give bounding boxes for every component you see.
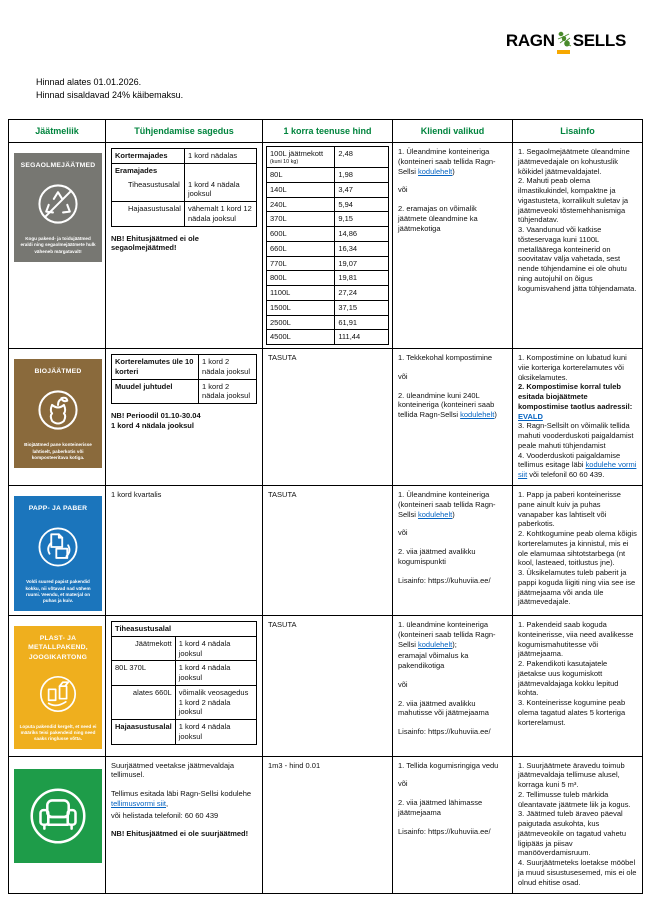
frequency-table — [111, 354, 257, 404]
client-option-1: 1. Üleandmine konteineriga (konteineri saab tellida Ragn-Sellsi kodulehelt) — [398, 147, 496, 176]
winter-period-note: NB! Perioodil 01.10-30.04 1 kord 4 nädala jooksul — [111, 411, 201, 430]
price-free: TASUTA — [263, 486, 393, 616]
freq-label: Eramajades — [112, 163, 185, 177]
info-item: 4. Suurjäätmeteks loetakse mööbel ja muud sisustusesemed, mis ei ole olnud ehitise osad. — [518, 858, 637, 887]
packaging-icon — [33, 669, 83, 719]
container-size: 240L — [270, 199, 287, 209]
card-title: PLAST- JA METALLPAKEND, JOOGIKARTONG — [28, 635, 88, 661]
size-note: (kuni 10 kg) — [270, 158, 299, 165]
freq-label: 80L 370L — [112, 661, 176, 686]
freq-label: Hajaasustusalal — [112, 202, 185, 227]
price-value: 5,94 — [335, 197, 389, 212]
info-item: 2. Mahuti peab olema ilmastikukindel, kompaktne ja vigastusteta, korralikult suletav ja jäätmeveoki tõstemehhanismiga tühjendatav. — [518, 176, 629, 225]
freq-label: Tiheasustusalal — [112, 178, 185, 202]
info-item: 3. Jäätmed tuleb äraveo päeval paigutada asukohta, kus jäätmeveokile on tagatud vahetu ligipääs ja piisav manööverdamisruum. — [518, 809, 626, 858]
col-header-price: 1 korra teenuse hind — [263, 120, 393, 143]
row-mixed-waste — [9, 143, 643, 349]
card-note: Biojäätmed pane konteinerisse lahtiselt, paberkotis või komposteeritava kotiga. — [24, 442, 92, 460]
freq-label: Korterelamutes üle 10 korteri — [112, 355, 199, 380]
bio-waste-card — [14, 359, 102, 468]
info-item: 3. Konteinerisse kogumine peab olema tagatud alates 5 korteriga korterelamust. — [518, 698, 626, 727]
info-item: 1. Segaolmejäätmete üleandmine jäätmevedajale on kohustuslik kõikidel jäätmevaldajatel. — [518, 147, 630, 176]
container-size: 4500L — [270, 332, 291, 342]
bulky-freq-line1: Suurjäätmed veetakse jäätmevaldaja tellimusel. — [111, 760, 234, 780]
price-value: 1,98 — [335, 168, 389, 183]
container-size: 600L — [270, 229, 287, 239]
container-size: 140L — [270, 184, 287, 194]
price-sheet-table — [8, 119, 643, 894]
info-item: 1. Suurjäätmete äravedu toimub jäätmevaldaja tellimuse alusel, korraga kuni 5 m³. — [518, 760, 625, 790]
info-item: 2. Tellimusse tuleb märkida üleantavate jäätmete liik ja kogus. — [518, 789, 631, 809]
price-value: 61,91 — [335, 315, 389, 330]
info-item-composting: 2. Kompostimise korral tuleb esitada biojäätmete kompostimise taotlus aadressil: EVALD — [518, 382, 633, 421]
info-item: 2. Kohtkogumine peab olema kõigis korterelamutes ja kinnistul, mis ei ole elamumaa sihtotstarbega (nt kool, lasteaed, toitlustus jne). — [518, 529, 637, 568]
container-size: 800L — [270, 273, 287, 283]
row-bio-waste — [9, 349, 643, 486]
bulky-waste-card — [14, 769, 102, 863]
info-item: 1. Pakendeid saab koguda konteinerisse, viia need avalikesse kogumismahutitesse või jäätmejaama. — [518, 620, 634, 659]
kuhuviia-note: Lisainfo: https://kuhuviia.ee/ — [398, 575, 491, 585]
website-link[interactable]: kodulehelt — [418, 509, 453, 519]
bulky-price: 1m3 - hind 0.01 — [263, 756, 393, 893]
client-option-1: 1. üleandmine konteineriga (konteineri saab tellida Ragn-Sellsi kodulehelt); — [398, 620, 496, 649]
card-title: PAPP- JA PABER — [28, 505, 88, 513]
info-item: 3. Üksikelamutes tuleb paberit ja pappi koguda liigiti ning viia see ise jäätmejaama või anda üle jäätmevedajale. — [518, 568, 636, 607]
freq-value: võimalik veosagedus 1 kord 2 nädala jooksul — [175, 685, 256, 719]
freq-label: Kortermajades — [112, 149, 185, 164]
mixed-waste-card — [14, 153, 102, 262]
ant-icon — [556, 30, 572, 52]
col-header-frequency: Tühjendamise sagedus — [106, 120, 263, 143]
freq-value: 1 kord 4 nädala jooksul — [184, 178, 256, 202]
row-bulky-waste — [9, 756, 643, 893]
logo-text-sells: SELLS — [572, 31, 626, 50]
price-row — [267, 271, 389, 286]
price-row — [267, 182, 389, 197]
info-item: 2. Pakendikoti kasutajatele jäetakse uus kogumiskott jäätmevaldajaga kokku lepitud kohta. — [518, 659, 619, 698]
card-note: Voldi suured papist pakendid kokku, nii võtavad nad vähem ruumi. Veendu, et materjal on puhas ja kuiv. — [25, 579, 91, 603]
container-size: 2500L — [270, 317, 291, 327]
price-free: TASUTA — [263, 349, 393, 486]
no-mixed-recycling-icon — [31, 177, 85, 231]
container-size: 770L — [270, 258, 287, 268]
kuhuviia-note: Lisainfo: https://kuhuviia.ee/ — [398, 727, 491, 737]
price-value: 16,34 — [335, 241, 389, 256]
freq-label: alates 660L — [112, 685, 176, 719]
card-title: SEGAOLMEJÄÄTMED — [20, 162, 96, 169]
order-form-link[interactable]: kodulehe vormi siit — [518, 460, 637, 480]
freq-value: 1 kord 4 nädala jooksul — [175, 720, 256, 745]
construction-waste-warning: NB! Ehitusjäätmed ei ole suurjäätmed! — [111, 829, 249, 839]
armchair-icon — [22, 780, 94, 852]
col-header-waste-type: Jäätmeliik — [9, 120, 106, 143]
price-row — [267, 330, 389, 345]
price-row — [267, 212, 389, 227]
container-size: 370L — [270, 214, 287, 224]
price-value: 37,15 — [335, 300, 389, 315]
price-free: TASUTA — [263, 616, 393, 757]
freq-value: 1 kord 2 nädala jooksul — [199, 355, 257, 380]
logo-text-ragn: RAGN — [505, 31, 555, 50]
price-row — [267, 147, 389, 168]
price-value: 3,47 — [335, 182, 389, 197]
website-link[interactable]: kodulehelt — [418, 639, 453, 649]
intro-notes — [36, 76, 183, 102]
row-packaging — [9, 616, 643, 757]
row-paper-cardboard — [9, 486, 643, 616]
vat-note: Hinnad sisaldavad 24% käibemaksu. — [36, 90, 184, 101]
website-link[interactable]: kodulehelt — [460, 410, 495, 420]
price-row — [267, 300, 389, 315]
kuhuviia-note: Lisainfo: https://kuhuviia.ee/ — [398, 826, 491, 836]
or-separator: või — [398, 528, 408, 538]
frequency-simple: 1 kord kvartalis — [106, 486, 263, 616]
price-value: 27,24 — [335, 286, 389, 301]
container-size: 100L jäätmekott — [270, 149, 324, 158]
or-separator: või — [398, 779, 408, 789]
client-option-2: 2. üleandmine kuni 240L konteineriga (konteineri saab tellida Ragn-Sellsi kodulehelt) — [398, 390, 497, 420]
price-row — [267, 286, 389, 301]
order-form-link[interactable]: tellimusvormi siit — [111, 798, 167, 808]
freq-value: 1 kord 4 nädala jooksul — [175, 661, 256, 686]
bulky-order-line: Tellimus esitada läbi Ragn-Sellsi kodulehe tellimusvormi siit, — [111, 789, 252, 808]
price-value: 19,81 — [335, 271, 389, 286]
price-row — [267, 168, 389, 183]
client-option-1: 1. Üleandmine konteineriga (konteineri saab tellida Ragn-Sellsi kodulehelt) — [398, 490, 496, 519]
paper-cardboard-card — [14, 496, 102, 611]
price-value: 9,15 — [335, 212, 389, 227]
freq-value: 1 kord 2 nädala jooksul — [199, 379, 257, 404]
client-option-1: 1. Tekkekohal kompostimine — [398, 353, 493, 363]
client-option-1: 1. Tellida kogumisringiga vedu — [398, 760, 499, 770]
client-option-1b: eramajal võimalus ka pakendikotiga — [398, 651, 469, 671]
info-item: 3. Vaandunud või katkise tõsteservaga kuni 1100L metalläärega konteinerid on soovitatav välja vahetada, sest nende tühjendamine ei ole ohutu ning autojuhil on õigus kogumisvahend jätta tühjendamata. — [518, 225, 637, 293]
card-note: Loputa pakendid kergelt, et need ei määriks teisi pakendeid ning need saaks ringlusse võtta. — [19, 723, 97, 742]
packaging-card — [14, 626, 102, 749]
freq-value: 1 kord 4 nädala jooksul — [175, 636, 256, 661]
price-value: 14,86 — [335, 227, 389, 242]
info-item: 1. Papp ja paberi konteinerisse pane ainult kuiv ja puhas vanapaber kas lahtiselt või paberkotis. — [518, 490, 621, 529]
website-link[interactable]: kodulehelt — [418, 166, 453, 176]
price-value: 2,48 — [335, 147, 389, 168]
container-size: 1100L — [270, 288, 291, 298]
or-separator: või — [398, 679, 408, 689]
info-item-liner-bag: 4. Vooderduskoti paigaldamise tellimus esitage läbi kodulehe vormi siit või telefonil 60 60 439. — [518, 450, 637, 480]
frequency-table — [111, 148, 257, 227]
price-list-table — [266, 146, 389, 345]
info-item: 1. Kompostimine on lubatud kuni viie korteriga korterelamutes või üksikelamutes. — [518, 353, 627, 382]
client-option-2: 2. viia jäätmed avalikku kogumispunkti — [398, 547, 476, 566]
price-row — [267, 315, 389, 330]
price-valid-from: Hinnad alates 01.01.2026. — [36, 77, 142, 87]
container-size: 1500L — [270, 302, 291, 312]
evald-link[interactable]: EVALD — [518, 411, 543, 421]
ragn-sells-logo — [506, 30, 626, 52]
col-header-extra-info: Lisainfo — [513, 120, 643, 143]
client-option-2: 2. viia jäätmed lähimasse jäätmejaama — [398, 798, 483, 817]
client-option-2: 2. viia jäätmed avalikku mahutisse või jäätmejaama — [398, 698, 489, 718]
apple-core-icon — [31, 383, 85, 437]
freq-label: Muudel juhtudel — [112, 379, 199, 404]
price-row — [267, 256, 389, 271]
frequency-table — [111, 621, 257, 745]
col-header-client-options: Kliendi valikud — [393, 120, 513, 143]
logo-orange-bar — [557, 50, 570, 54]
container-size: 80L — [270, 170, 283, 180]
container-size: 660L — [270, 243, 287, 253]
info-item: 3. Ragn-Sellsilt on võimalik tellida mahuti vooderduskoti paigaldamist peale mahuti tühjendamist — [518, 421, 634, 450]
header-row — [9, 120, 643, 143]
freq-label: Jäätmekott — [112, 636, 176, 661]
paper-box-icon — [31, 520, 85, 574]
price-value: 111,44 — [335, 330, 389, 345]
freq-area-header: Tiheasustusalal — [112, 622, 257, 637]
price-row — [267, 197, 389, 212]
or-separator: või — [398, 185, 408, 195]
freq-value: vähemalt 1 kord 12 nädala jooksul — [184, 202, 256, 227]
bulky-phone-line: või helistada telefonil: 60 60 439 — [111, 810, 219, 820]
price-row — [267, 227, 389, 242]
or-separator: või — [398, 371, 408, 381]
card-title: BIOJÄÄTMED — [34, 368, 82, 376]
price-value: 19,07 — [335, 256, 389, 271]
price-row — [267, 241, 389, 256]
client-option-2: 2. eramajas on võimalik jäätmete üleandmine ka jäätmekotiga — [398, 204, 478, 233]
freq-value: 1 kord nädalas — [184, 149, 256, 164]
freq-label: Hajaasustusalal — [112, 720, 176, 745]
card-note: Kogu pakend- ja toidujäätmed eraldi ning segaolmejäätmete hulk väheneb märgatavalt! — [20, 236, 96, 254]
construction-waste-warning: NB! Ehitusjäätmed ei ole segaolmejäätmed! — [111, 233, 199, 253]
